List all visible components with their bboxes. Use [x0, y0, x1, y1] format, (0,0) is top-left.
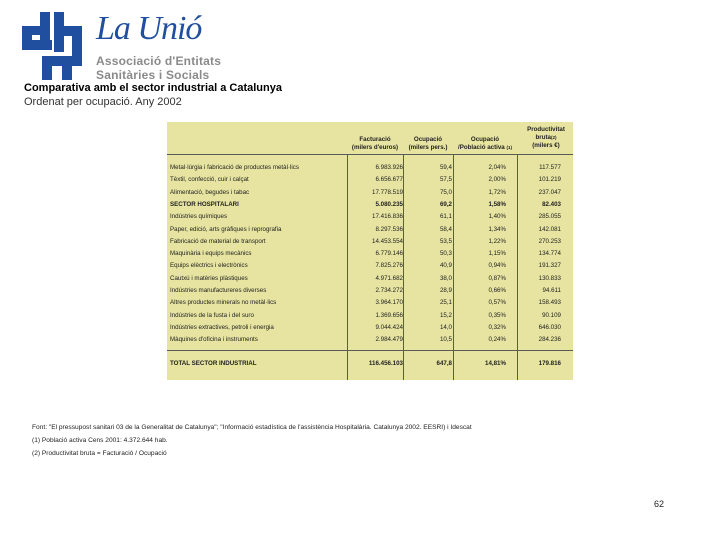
row-productivitat: 117.577: [539, 164, 561, 171]
header-ocupacio-pct-label: Ocupació: [470, 136, 500, 143]
header-ocupacio-pct-unit-line: [454, 144, 516, 152]
row-facturacio: 17.416.836: [372, 213, 403, 221]
row-ocupacio: 59,4: [439, 164, 452, 171]
row-productivitat: 90.109: [542, 311, 561, 319]
header-ocupacio-pct-unit: /Població activa: [457, 144, 505, 151]
row-facturacio: 14.453.554: [372, 237, 403, 245]
row-pct: 0,32%: [488, 323, 506, 331]
row-facturacio: 9.044.424: [375, 323, 403, 331]
header-productivitat-note: (2): [550, 135, 557, 140]
table-row: [167, 211, 573, 223]
row-pct: 2,00%: [488, 176, 506, 184]
row-ocupacio: 50,3: [439, 250, 452, 258]
row-facturacio: 2.734.272: [375, 287, 403, 294]
table-row: [167, 273, 573, 285]
row-productivitat: 94.611: [542, 287, 561, 294]
header-facturacio: [347, 136, 403, 152]
row-productivitat: 158.493: [538, 299, 561, 307]
table-row: [167, 199, 573, 211]
total-facturacio: 116.456.103: [368, 360, 403, 367]
row-pct: 0,57%: [488, 299, 506, 307]
page-title: Comparativa amb el sector industrial a Catalunya: [24, 82, 282, 94]
la-unio-emblem-icon: [18, 12, 88, 82]
row-label: Tèxtil, confecció, cuir i calçat: [170, 176, 249, 184]
row-label: Fabricació de material de transport: [170, 237, 266, 245]
table-row: [167, 162, 573, 174]
row-productivitat: 270.253: [538, 237, 561, 245]
comparison-table: [167, 122, 573, 380]
table-row: [167, 260, 573, 272]
total-pct: 14,81%: [485, 360, 506, 367]
row-ocupacio: 10,5: [439, 336, 452, 344]
logo-subtitle-2: Sanitàries i Socials: [96, 68, 210, 82]
row-facturacio: 6.779.146: [375, 250, 403, 258]
row-facturacio: 6.656.677: [375, 176, 403, 184]
total-label: TOTAL SECTOR INDUSTRIAL: [170, 360, 257, 367]
row-label: Equips elèctrics i electrònics: [170, 262, 248, 270]
row-pct: 1,22%: [488, 237, 506, 245]
row-pct: 1,58%: [488, 200, 506, 208]
row-ocupacio: 53,5: [439, 237, 452, 245]
header-ocupacio-pct: [454, 136, 516, 152]
table-row: [167, 236, 573, 248]
row-label: SECTOR HOSPITALARI: [170, 200, 239, 208]
row-label: Altres productes minerals no metàl·lics: [170, 299, 277, 307]
row-pct: 0,87%: [488, 274, 506, 282]
row-pct: 0,24%: [488, 336, 506, 344]
total-row: [167, 358, 573, 370]
row-productivitat: 646.030: [538, 323, 561, 331]
total-ocupacio: 647,8: [436, 360, 452, 367]
row-facturacio: 7.825.276: [375, 262, 403, 270]
row-label: Metal·lúrgia i fabricació de productes metàl·lics: [170, 164, 299, 171]
table-row: [167, 285, 573, 297]
table-row: [167, 187, 573, 199]
row-ocupacio: 38,0: [439, 274, 452, 282]
row-pct: 1,72%: [488, 188, 506, 196]
header-productivitat-label: Productivitat: [527, 126, 565, 133]
row-facturacio: 3.964.170: [375, 299, 403, 307]
row-facturacio: 17.778.519: [372, 188, 403, 196]
row-ocupacio: 61,1: [439, 213, 452, 221]
header-divider: [167, 154, 573, 155]
row-ocupacio: 28,9: [439, 287, 452, 294]
row-pct: 0,66%: [488, 287, 506, 294]
row-facturacio: 2.984.479: [375, 336, 403, 344]
table-row: [167, 322, 573, 334]
row-label: Paper, edició, arts gràfiques i reprografia: [170, 225, 282, 233]
row-ocupacio: 14,0: [439, 323, 452, 331]
row-productivitat: 101.219: [538, 176, 561, 184]
page-number: 62: [653, 499, 664, 509]
row-pct: 1,40%: [488, 213, 506, 221]
row-pct: 1,34%: [488, 225, 506, 233]
logo-wordmark: La Unió: [96, 10, 202, 47]
row-productivitat: 134.774: [538, 250, 561, 258]
total-divider: [167, 350, 573, 351]
header-productivitat-unit: (milers €): [532, 142, 560, 149]
row-facturacio: 8.297.536: [375, 225, 403, 233]
header-ocupacio-label: Ocupació: [413, 136, 443, 143]
row-facturacio: 5.080.235: [375, 200, 403, 208]
row-ocupacio: 25,1: [439, 299, 452, 307]
row-label: Indústries químiques: [170, 213, 228, 221]
header-productivitat: [519, 126, 573, 150]
row-pct: 0,35%: [488, 311, 506, 319]
row-label: Indústries manufactureres diverses: [170, 287, 267, 294]
row-ocupacio: 69,2: [439, 200, 452, 208]
header-ocupacio: [404, 136, 452, 152]
header-facturacio-unit: (milers d'euros): [351, 144, 399, 151]
row-facturacio: 1.369.656: [375, 311, 403, 319]
row-productivitat: 284.236: [538, 336, 561, 344]
row-pct: 1,15%: [488, 250, 506, 258]
row-label: Indústries de la fusta i del suro: [170, 311, 254, 319]
row-facturacio: 4.971.682: [375, 274, 403, 282]
footnote-2: (2) Productivitat bruta = Facturació / Ocupació: [32, 450, 167, 457]
total-productivitat: 179.816: [538, 360, 561, 367]
row-pct: 0,94%: [488, 262, 506, 270]
row-ocupacio: 57,5: [439, 176, 452, 184]
row-pct: 2,04%: [488, 164, 506, 171]
header-productivitat-line2: [519, 134, 573, 142]
table-row: [167, 310, 573, 322]
row-label: Màquines d'oficina i instruments: [170, 336, 258, 344]
table-row: [167, 224, 573, 236]
row-label: Alimentació, begudes i tabac: [170, 188, 250, 196]
row-label: Cautxú i matèries plàstiques: [170, 274, 248, 282]
logo: [18, 10, 222, 82]
header-facturacio-label: Facturació: [359, 136, 391, 143]
table-row: [167, 174, 573, 186]
row-facturacio: 6.983.926: [375, 164, 403, 171]
row-label: Maquinària i equips mecànics: [170, 250, 252, 258]
table-row: [167, 297, 573, 309]
row-productivitat: 237.047: [538, 188, 561, 196]
row-ocupacio: 58,4: [439, 225, 452, 233]
row-productivitat: 191.327: [538, 262, 561, 270]
row-productivitat: 142.081: [538, 225, 561, 233]
row-productivitat: 130.833: [538, 274, 561, 282]
header-ocupacio-pct-note: (1): [506, 145, 512, 150]
row-productivitat: 82.403: [542, 200, 561, 208]
row-ocupacio: 15,2: [439, 311, 452, 319]
footnote-1: (1) Població activa Cens 2001: 4.372.644 hab.: [32, 437, 168, 444]
logo-subtitle-1: Associació d'Entitats: [96, 54, 222, 68]
row-ocupacio: 75,0: [439, 188, 452, 196]
header-ocupacio-unit: (milers pers.): [408, 144, 448, 151]
table-row: [167, 248, 573, 260]
row-productivitat: 285.055: [538, 213, 561, 221]
row-label: Indústries extractives, petroli i energia: [170, 323, 274, 331]
table-row: [167, 334, 573, 346]
page-subtitle: Ordenat per ocupació. Any 2002: [24, 96, 182, 108]
row-ocupacio: 40,9: [439, 262, 452, 270]
source-note: Font: "El pressupost sanitari 03 de la Generalitat de Catalunya"; "Informació estadística de l'assistència Hospitalària. Catalunya 2002. EESRI) i Idescat: [32, 424, 472, 431]
header-productivitat-label2: bruta: [535, 134, 551, 141]
